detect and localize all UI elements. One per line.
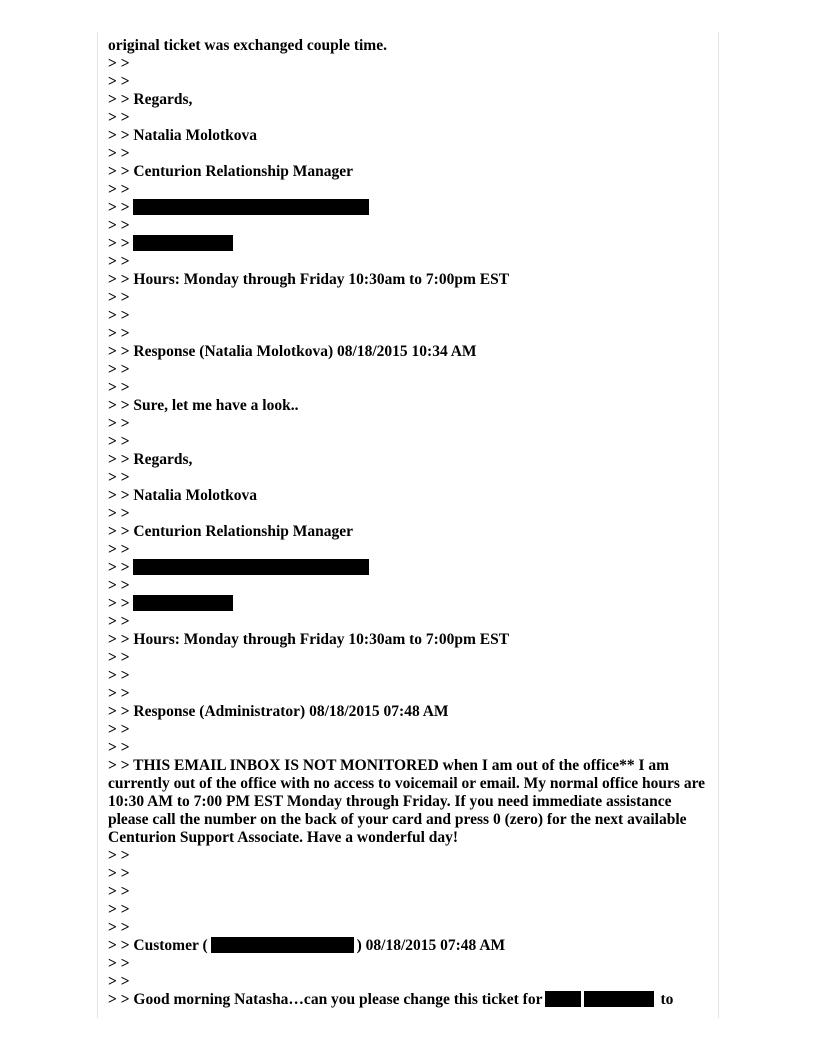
quote-line: > >: [108, 433, 130, 450]
redaction-block: [133, 559, 369, 575]
message-suffix: to: [660, 991, 674, 1008]
quote-line: > >: [108, 289, 130, 306]
redacted-phone-line: [108, 595, 708, 613]
redacted-phone-line: [108, 235, 708, 253]
redaction-block: [584, 991, 654, 1007]
signature-name: > > Natalia Molotkova: [108, 127, 257, 144]
regards-line: > > Regards,: [108, 451, 193, 468]
quote-line: > >: [108, 739, 130, 756]
quote-line: > >: [108, 505, 130, 522]
quote-prefix: > >: [108, 199, 130, 216]
redaction-block: [133, 199, 369, 215]
quote-line: > >: [108, 55, 130, 72]
response-body: > > Sure, let me have a look..: [108, 397, 299, 414]
hours-line: > > Hours: Monday through Friday 10:30am to 7:00pm EST: [108, 271, 510, 288]
quote-line: > >: [108, 253, 130, 270]
redaction-block: [545, 991, 581, 1007]
quote-line: > >: [108, 307, 130, 324]
auto-reply-paragraph: > > THIS EMAIL INBOX IS NOT MONITORED when I am out of the office** I am currently out of the office with no access to voicemail or email. My normal office hours are 10:30 AM to 7:00 PM EST Monday through Friday. If you need immediate assistance please call the number on the back of your card and press 0 (zero) for the next available Centurion Support Associate. Have a wonderful day!: [108, 757, 706, 846]
signature-title: > > Centurion Relationship Manager: [108, 523, 354, 540]
response-header: > > Response (Administrator) 08/18/2015 07:48 AM: [108, 703, 449, 720]
customer-prefix: > > Customer (: [108, 937, 208, 954]
quote-line: > >: [108, 721, 130, 738]
quote-line: > >: [108, 973, 130, 990]
quote-line: > >: [108, 361, 130, 378]
quote-line: > >: [108, 865, 130, 882]
redaction-block: [133, 235, 233, 251]
quote-line: > >: [108, 217, 130, 234]
quote-line: > >: [108, 325, 130, 342]
quote-line: > >: [108, 415, 130, 432]
quote-line: > >: [108, 883, 130, 900]
redacted-email-line: [108, 199, 708, 217]
quote-line: > >: [108, 901, 130, 918]
quote-line: > >: [108, 469, 130, 486]
quote-line: > >: [108, 613, 130, 630]
quote-prefix: > >: [108, 235, 130, 252]
email-thread-body: [108, 37, 708, 1009]
quote-line: > >: [108, 541, 130, 558]
quote-line: > >: [108, 145, 130, 162]
quote-line: > >: [108, 109, 130, 126]
regards-line: > > Regards,: [108, 91, 193, 108]
quote-line: > >: [108, 577, 130, 594]
signature-name: > > Natalia Molotkova: [108, 487, 257, 504]
quote-prefix: > >: [108, 595, 130, 612]
redaction-block: [133, 595, 233, 611]
message-prefix: > > Good morning Natasha…can you please change this ticket for: [108, 991, 543, 1008]
customer-suffix: ) 08/18/2015 07:48 AM: [356, 937, 506, 954]
quote-line: > >: [108, 73, 130, 90]
quote-prefix: > >: [108, 559, 130, 576]
quote-line: > >: [108, 181, 130, 198]
customer-message-line: [108, 991, 708, 1009]
customer-header: [108, 937, 708, 955]
quote-line: > >: [108, 955, 130, 972]
response-header: > > Response (Natalia Molotkova) 08/18/2015 10:34 AM: [108, 343, 477, 360]
quote-line: > >: [108, 379, 130, 396]
quote-line: > >: [108, 667, 130, 684]
quote-line: > >: [108, 919, 130, 936]
hours-line: > > Hours: Monday through Friday 10:30am to 7:00pm EST: [108, 631, 510, 648]
redacted-email-line: [108, 559, 708, 577]
quote-line: > >: [108, 847, 130, 864]
text-line: original ticket was exchanged couple time.: [108, 37, 387, 54]
quote-line: > >: [108, 685, 130, 702]
quote-line: > >: [108, 649, 130, 666]
redaction-block: [211, 937, 354, 953]
signature-title: > > Centurion Relationship Manager: [108, 163, 354, 180]
